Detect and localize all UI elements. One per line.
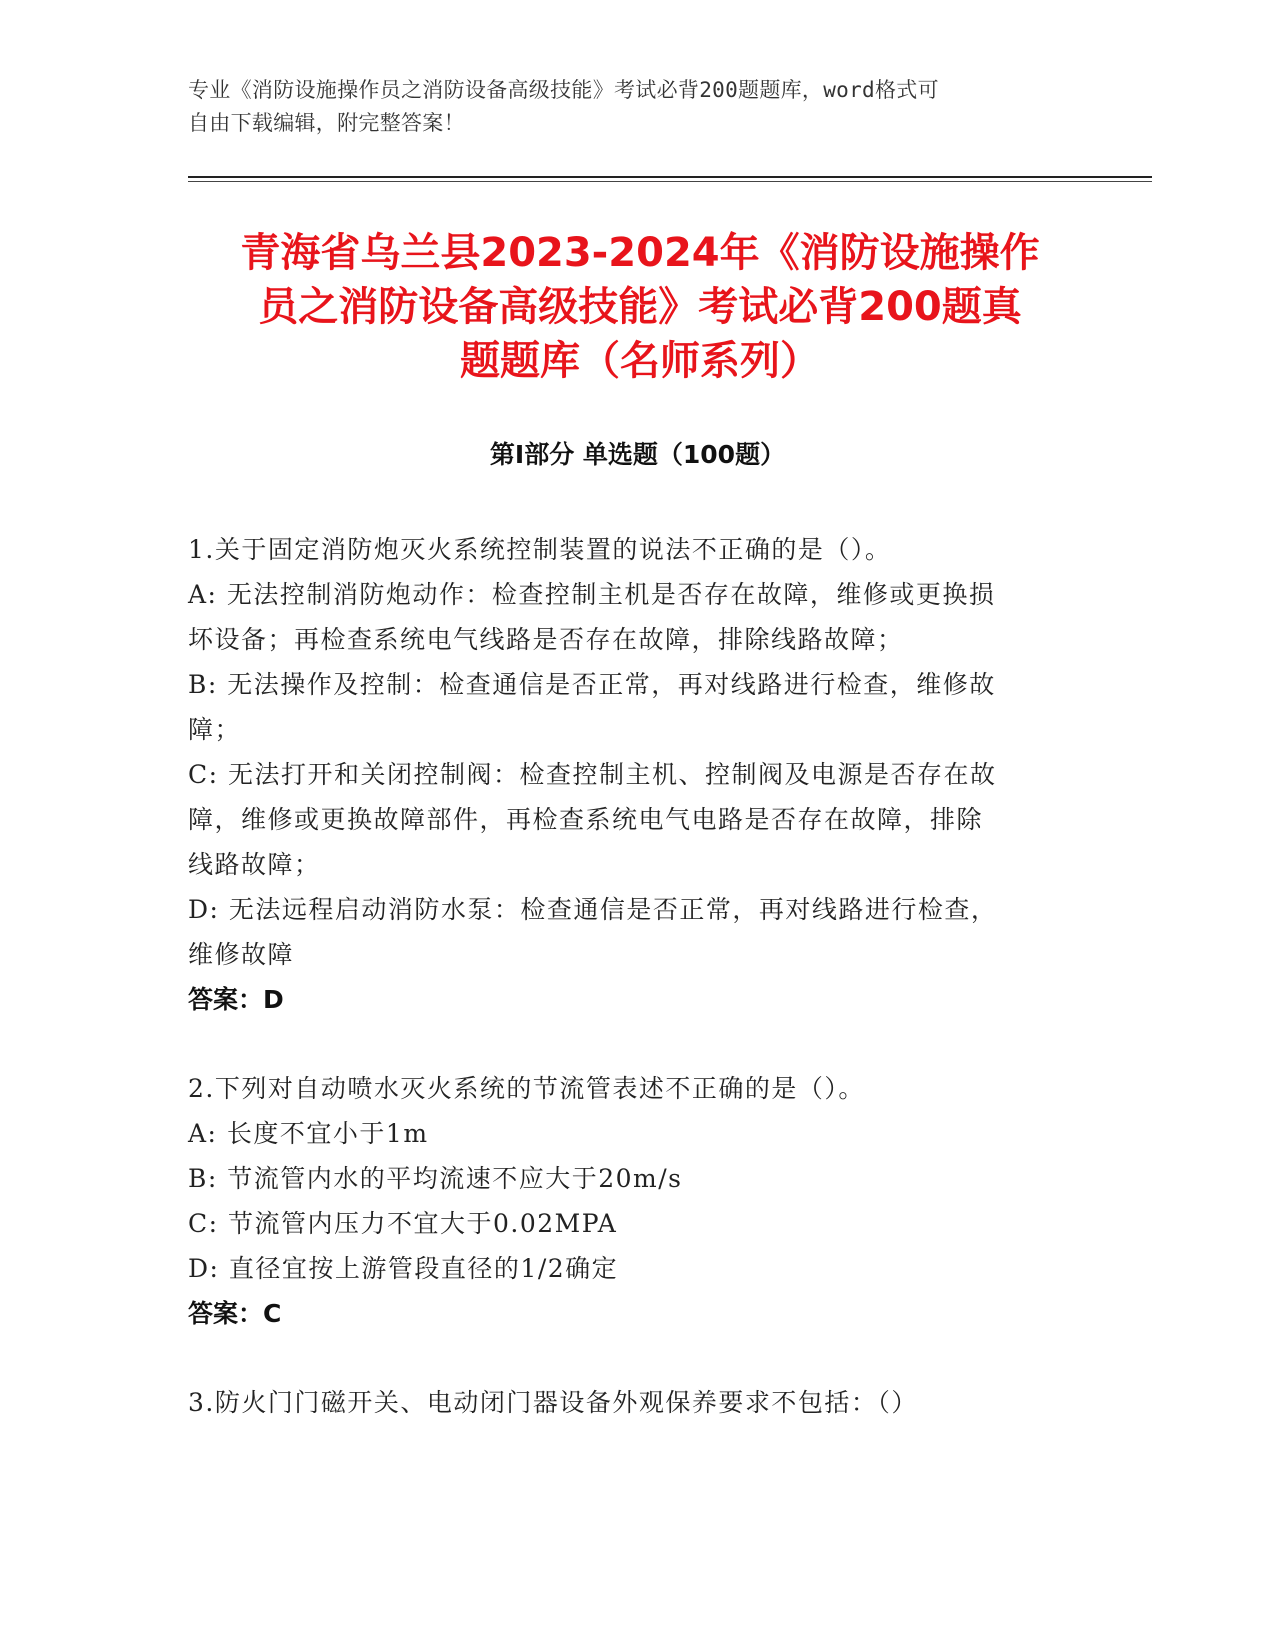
question-3: [188, 1380, 1068, 1425]
option-line: 线路故障；: [188, 850, 321, 879]
question-stem: 1.关于固定消防炮灭火系统控制装置的说法不正确的是（）。: [188, 535, 892, 564]
header-note: [188, 74, 1078, 140]
header-note-line-2: 自由下载编辑，附完整答案！: [188, 111, 465, 135]
header-divider-thick: [188, 176, 1152, 178]
option-line: 障，维修或更换故障部件，再检查系统电气电路是否存在故障，排除: [188, 805, 984, 834]
option-line: 坏设备；再检查系统电气线路是否存在故障，排除线路故障；: [188, 625, 904, 654]
question-stem: 3.防火门门磁开关、电动闭门器设备外观保养要求不包括：（）: [188, 1388, 918, 1417]
option-line: B: 无法操作及控制：检查通信是否正常，再对线路进行检查，维修故: [188, 670, 996, 699]
question-list: [188, 527, 1068, 1469]
document-title: [175, 226, 1105, 388]
answer-label: 答案：C: [188, 1299, 282, 1328]
question-2: [188, 1066, 1068, 1336]
section-title: 第Ⅰ部分 单选题（100题）: [489, 440, 786, 469]
question-1: [188, 527, 1068, 1022]
option-line: D: 无法远程启动消防水泵：检查通信是否正常，再对线路进行检查，: [188, 895, 998, 924]
option-line: C: 无法打开和关闭控制阀：检查控制主机、控制阀及电源是否存在故: [188, 760, 997, 789]
option-line: D: 直径宜按上游管段直径的1/2确定: [188, 1254, 619, 1283]
option-line: 障；: [188, 715, 242, 744]
document-title-line-1: 青海省乌兰县2023-2024年《消防设施操作: [240, 230, 1040, 276]
option-line: A: 无法控制消防炮动作：检查控制主机是否存在故障，维修或更换损: [188, 580, 996, 609]
answer-label: 答案：D: [188, 985, 284, 1014]
header-note-line-1: 专业《消防设施操作员之消防设备高级技能》考试必背200题题库，word格式可: [188, 78, 939, 102]
document-title-line-3: 题题库（名师系列）: [460, 338, 820, 384]
question-stem: 2.下列对自动喷水灭火系统的节流管表述不正确的是（）。: [188, 1074, 865, 1103]
option-line: A: 长度不宜小于1m: [188, 1119, 429, 1148]
option-line: 维修故障: [188, 940, 295, 969]
option-line: C: 节流管内压力不宜大于0.02MPA: [188, 1209, 618, 1238]
document-title-line-2: 员之消防设备高级技能》考试必背200题真: [258, 284, 1022, 330]
header-divider-thin: [188, 181, 1152, 182]
option-line: B: 节流管内水的平均流速不应大于20m/s: [188, 1164, 683, 1193]
